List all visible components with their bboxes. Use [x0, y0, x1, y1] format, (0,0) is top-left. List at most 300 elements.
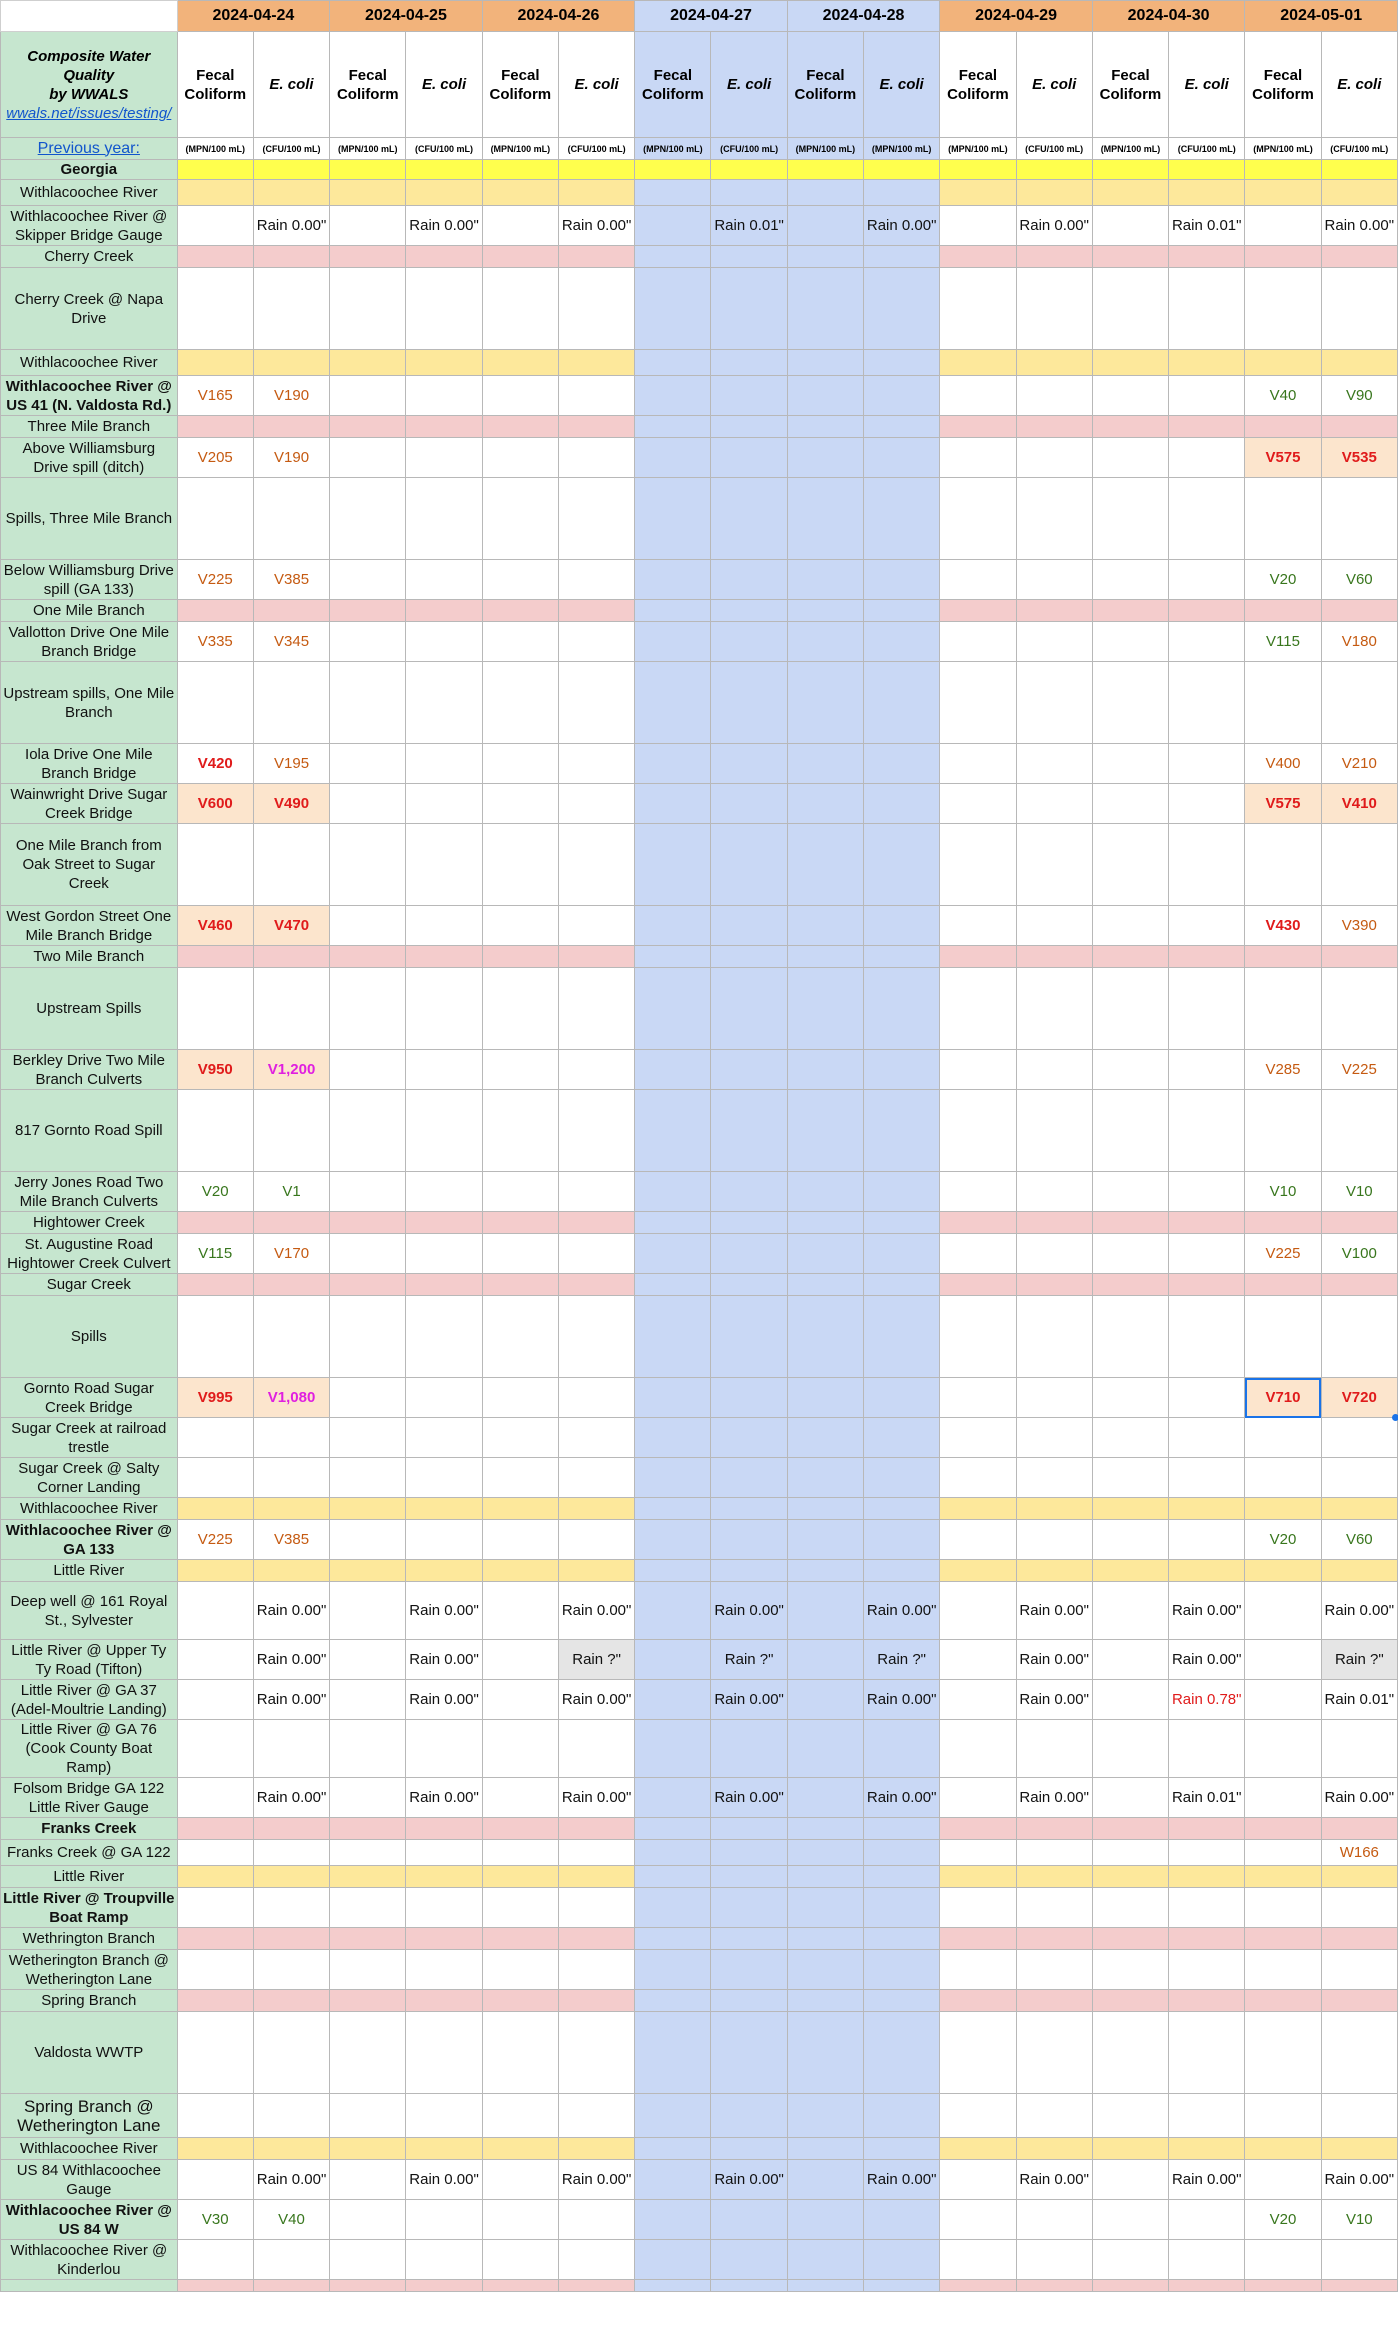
ecoli-value-cell[interactable]: [406, 1928, 482, 1950]
fecal-unit-cell[interactable]: (MPN/100 mL): [635, 138, 711, 160]
ecoli-value-cell[interactable]: [558, 1778, 634, 1818]
site-label-cell[interactable]: Withlacoochee River @ Skipper Bridge Gauge: [1, 206, 178, 246]
ecoli-value-cell[interactable]: [1016, 2094, 1092, 2138]
fecal-value-cell[interactable]: [1245, 2012, 1321, 2094]
fecal-value-cell[interactable]: [787, 824, 863, 906]
fecal-value-cell[interactable]: [177, 662, 253, 744]
fecal-value-cell[interactable]: [1245, 246, 1321, 268]
ecoli-value-cell[interactable]: [253, 1234, 329, 1274]
ecoli-value-cell[interactable]: [406, 350, 482, 376]
ecoli-value-cell[interactable]: [406, 1680, 482, 1720]
ecoli-value-cell[interactable]: [864, 662, 940, 744]
ecoli-value-cell[interactable]: [864, 1234, 940, 1274]
ecoli-value-cell[interactable]: [1016, 1640, 1092, 1680]
fecal-value-cell[interactable]: [635, 1234, 711, 1274]
ecoli-value-cell[interactable]: [864, 1274, 940, 1296]
fecal-value-cell[interactable]: [787, 1050, 863, 1090]
fecal-value-cell[interactable]: [1092, 2094, 1168, 2138]
ecoli-value-cell[interactable]: [1169, 1950, 1245, 1990]
ecoli-value-cell[interactable]: [1016, 622, 1092, 662]
site-label-cell[interactable]: Above Williamsburg Drive spill (ditch): [1, 438, 178, 478]
ecoli-value-cell[interactable]: [253, 1928, 329, 1950]
ecoli-value-cell[interactable]: [1016, 1720, 1092, 1778]
ecoli-header[interactable]: E. coli: [558, 32, 634, 138]
fecal-value-cell[interactable]: [635, 968, 711, 1050]
ecoli-value-cell[interactable]: [1169, 1680, 1245, 1720]
ecoli-value-cell[interactable]: [253, 2280, 329, 2292]
fecal-value-cell[interactable]: [177, 1274, 253, 1296]
ecoli-value-cell[interactable]: [1016, 968, 1092, 1050]
site-label-cell[interactable]: Spills: [1, 1296, 178, 1378]
site-label-cell[interactable]: Little River @ Troupville Boat Ramp: [1, 1888, 178, 1928]
ecoli-value-cell[interactable]: [1321, 1172, 1397, 1212]
ecoli-value-cell[interactable]: [1169, 2012, 1245, 2094]
fecal-value-cell[interactable]: [635, 622, 711, 662]
site-label-cell[interactable]: Two Mile Branch: [1, 946, 178, 968]
ecoli-value-cell[interactable]: [1169, 906, 1245, 946]
ecoli-value-cell[interactable]: [1321, 180, 1397, 206]
ecoli-value-cell[interactable]: [711, 416, 787, 438]
ecoli-value-cell[interactable]: [253, 1458, 329, 1498]
ecoli-value-cell[interactable]: [711, 1090, 787, 1172]
ecoli-value-cell[interactable]: [1016, 1560, 1092, 1582]
ecoli-value-cell[interactable]: [864, 268, 940, 350]
ecoli-value-cell[interactable]: [1169, 600, 1245, 622]
fecal-value-cell[interactable]: [940, 1050, 1016, 1090]
fecal-value-cell[interactable]: [1245, 1458, 1321, 1498]
fecal-value-cell[interactable]: [787, 2200, 863, 2240]
fecal-value-cell[interactable]: [177, 2200, 253, 2240]
ecoli-value-cell[interactable]: [406, 2240, 482, 2280]
ecoli-value-cell[interactable]: [253, 1520, 329, 1560]
ecoli-value-cell[interactable]: [1169, 968, 1245, 1050]
ecoli-value-cell[interactable]: [1016, 376, 1092, 416]
fecal-value-cell[interactable]: [177, 206, 253, 246]
fecal-value-cell[interactable]: [1245, 416, 1321, 438]
fecal-value-cell[interactable]: [1245, 1990, 1321, 2012]
fecal-value-cell[interactable]: [1245, 622, 1321, 662]
fecal-value-cell[interactable]: [787, 1296, 863, 1378]
fecal-value-cell[interactable]: [330, 784, 406, 824]
fecal-value-cell[interactable]: [787, 1866, 863, 1888]
ecoli-value-cell[interactable]: [711, 946, 787, 968]
ecoli-value-cell[interactable]: [253, 1582, 329, 1640]
ecoli-value-cell[interactable]: [1016, 1888, 1092, 1928]
fecal-value-cell[interactable]: [330, 1418, 406, 1458]
fecal-value-cell[interactable]: [635, 784, 711, 824]
ecoli-value-cell[interactable]: [253, 1050, 329, 1090]
fecal-value-cell[interactable]: [482, 906, 558, 946]
fecal-value-cell[interactable]: [330, 662, 406, 744]
fecal-value-cell[interactable]: [1092, 1234, 1168, 1274]
fecal-value-cell[interactable]: [330, 2200, 406, 2240]
site-label-cell[interactable]: Berkley Drive Two Mile Branch Culverts: [1, 1050, 178, 1090]
ecoli-value-cell[interactable]: [406, 1818, 482, 1840]
ecoli-value-cell[interactable]: [864, 1296, 940, 1378]
site-label-cell[interactable]: Franks Creek: [1, 1818, 178, 1840]
ecoli-value-cell[interactable]: [1016, 1418, 1092, 1458]
site-label-cell[interactable]: Cherry Creek: [1, 246, 178, 268]
fecal-value-cell[interactable]: [940, 2280, 1016, 2292]
fecal-value-cell[interactable]: [330, 2280, 406, 2292]
fecal-value-cell[interactable]: [940, 622, 1016, 662]
fecal-value-cell[interactable]: [1092, 268, 1168, 350]
fecal-value-cell[interactable]: [482, 968, 558, 1050]
ecoli-value-cell[interactable]: [1016, 2240, 1092, 2280]
fecal-value-cell[interactable]: [1092, 622, 1168, 662]
fecal-value-cell[interactable]: [787, 1990, 863, 2012]
ecoli-value-cell[interactable]: [864, 2094, 940, 2138]
ecoli-value-cell[interactable]: [1169, 1818, 1245, 1840]
fecal-value-cell[interactable]: [940, 1778, 1016, 1818]
fecal-value-cell[interactable]: [482, 1720, 558, 1778]
fecal-value-cell[interactable]: [940, 1418, 1016, 1458]
date-header[interactable]: 2024-04-25: [330, 1, 483, 32]
fecal-value-cell[interactable]: [635, 1050, 711, 1090]
ecoli-value-cell[interactable]: [711, 1274, 787, 1296]
ecoli-value-cell[interactable]: [558, 784, 634, 824]
ecoli-value-cell[interactable]: [558, 1560, 634, 1582]
ecoli-value-cell[interactable]: [1016, 1950, 1092, 1990]
fecal-value-cell[interactable]: [177, 1560, 253, 1582]
fecal-value-cell[interactable]: [940, 2160, 1016, 2200]
fecal-value-cell[interactable]: [330, 246, 406, 268]
ecoli-value-cell[interactable]: [711, 1418, 787, 1458]
ecoli-value-cell[interactable]: [711, 784, 787, 824]
fecal-value-cell[interactable]: [1245, 2200, 1321, 2240]
ecoli-value-cell[interactable]: [1169, 1172, 1245, 1212]
selection-fill-handle[interactable]: [1392, 1414, 1398, 1421]
ecoli-value-cell[interactable]: [864, 560, 940, 600]
ecoli-value-cell[interactable]: [1016, 1680, 1092, 1720]
ecoli-value-cell[interactable]: [253, 268, 329, 350]
ecoli-header[interactable]: E. coli: [711, 32, 787, 138]
ecoli-value-cell[interactable]: [1169, 180, 1245, 206]
fecal-value-cell[interactable]: [330, 376, 406, 416]
fecal-value-cell[interactable]: [1245, 2160, 1321, 2200]
fecal-value-cell[interactable]: [635, 600, 711, 622]
ecoli-value-cell[interactable]: [864, 1458, 940, 1498]
ecoli-value-cell[interactable]: [1016, 160, 1092, 180]
fecal-value-cell[interactable]: [787, 946, 863, 968]
ecoli-value-cell[interactable]: [1169, 662, 1245, 744]
fecal-value-cell[interactable]: [635, 744, 711, 784]
ecoli-value-cell[interactable]: [1321, 1888, 1397, 1928]
fecal-unit-cell[interactable]: (MPN/100 mL): [1092, 138, 1168, 160]
fecal-value-cell[interactable]: [482, 1640, 558, 1680]
fecal-value-cell[interactable]: [635, 438, 711, 478]
ecoli-value-cell[interactable]: [1321, 160, 1397, 180]
ecoli-value-cell[interactable]: [1321, 1582, 1397, 1640]
ecoli-value-cell[interactable]: [253, 1888, 329, 1928]
ecoli-value-cell[interactable]: [253, 968, 329, 1050]
fecal-value-cell[interactable]: [635, 1888, 711, 1928]
ecoli-value-cell[interactable]: [1169, 1520, 1245, 1560]
fecal-value-cell[interactable]: [482, 180, 558, 206]
ecoli-value-cell[interactable]: [1321, 1090, 1397, 1172]
fecal-value-cell[interactable]: [787, 2094, 863, 2138]
ecoli-value-cell[interactable]: [864, 906, 940, 946]
ecoli-value-cell[interactable]: [1321, 246, 1397, 268]
fecal-value-cell[interactable]: [177, 1234, 253, 1274]
ecoli-value-cell[interactable]: [558, 1498, 634, 1520]
ecoli-value-cell[interactable]: [253, 1378, 329, 1418]
ecoli-value-cell[interactable]: [406, 206, 482, 246]
ecoli-value-cell[interactable]: [1016, 478, 1092, 560]
fecal-value-cell[interactable]: [330, 180, 406, 206]
fecal-value-cell[interactable]: [1245, 2094, 1321, 2138]
fecal-value-cell[interactable]: [787, 1640, 863, 1680]
ecoli-value-cell[interactable]: [1321, 1296, 1397, 1378]
ecoli-value-cell[interactable]: [864, 1840, 940, 1866]
fecal-value-cell[interactable]: [1092, 1418, 1168, 1458]
ecoli-value-cell[interactable]: [406, 268, 482, 350]
fecal-value-cell[interactable]: [940, 2200, 1016, 2240]
fecal-value-cell[interactable]: [1092, 946, 1168, 968]
ecoli-value-cell[interactable]: [1169, 1888, 1245, 1928]
fecal-value-cell[interactable]: [330, 1888, 406, 1928]
ecoli-value-cell[interactable]: [558, 1582, 634, 1640]
ecoli-value-cell[interactable]: [711, 2094, 787, 2138]
ecoli-value-cell[interactable]: [864, 1050, 940, 1090]
ecoli-value-cell[interactable]: [406, 438, 482, 478]
fecal-value-cell[interactable]: [787, 206, 863, 246]
fecal-value-cell[interactable]: [330, 1234, 406, 1274]
fecal-value-cell[interactable]: [1092, 2160, 1168, 2200]
fecal-value-cell[interactable]: [635, 350, 711, 376]
ecoli-value-cell[interactable]: [406, 1720, 482, 1778]
fecal-value-cell[interactable]: [940, 600, 1016, 622]
fecal-value-cell[interactable]: [1245, 1720, 1321, 1778]
ecoli-value-cell[interactable]: [864, 2240, 940, 2280]
fecal-value-cell[interactable]: [177, 1818, 253, 1840]
ecoli-value-cell[interactable]: [406, 968, 482, 1050]
fecal-value-cell[interactable]: [1092, 1274, 1168, 1296]
fecal-value-cell[interactable]: [482, 662, 558, 744]
fecal-value-cell[interactable]: [940, 1680, 1016, 1720]
ecoli-value-cell[interactable]: [406, 180, 482, 206]
site-label-cell[interactable]: Below Williamsburg Drive spill (GA 133): [1, 560, 178, 600]
fecal-value-cell[interactable]: [787, 2138, 863, 2160]
fecal-unit-cell[interactable]: (MPN/100 mL): [940, 138, 1016, 160]
ecoli-value-cell[interactable]: [711, 2160, 787, 2200]
ecoli-value-cell[interactable]: [864, 2200, 940, 2240]
fecal-value-cell[interactable]: [1092, 1840, 1168, 1866]
ecoli-unit-cell[interactable]: (CFU/100 mL): [711, 138, 787, 160]
fecal-value-cell[interactable]: [1092, 1172, 1168, 1212]
fecal-value-cell[interactable]: [1092, 160, 1168, 180]
site-label-cell[interactable]: Withlacoochee River: [1, 2138, 178, 2160]
ecoli-value-cell[interactable]: [1169, 416, 1245, 438]
fecal-value-cell[interactable]: [1092, 600, 1168, 622]
fecal-value-cell[interactable]: [1092, 206, 1168, 246]
ecoli-value-cell[interactable]: [1169, 160, 1245, 180]
ecoli-value-cell[interactable]: [558, 1090, 634, 1172]
ecoli-value-cell[interactable]: [406, 784, 482, 824]
fecal-value-cell[interactable]: [1245, 1498, 1321, 1520]
fecal-value-cell[interactable]: [482, 824, 558, 906]
ecoli-header[interactable]: E. coli: [1016, 32, 1092, 138]
ecoli-value-cell[interactable]: [558, 1888, 634, 1928]
fecal-value-cell[interactable]: [1245, 1274, 1321, 1296]
fecal-value-cell[interactable]: [482, 1582, 558, 1640]
ecoli-value-cell[interactable]: [1169, 1990, 1245, 2012]
ecoli-value-cell[interactable]: [1321, 946, 1397, 968]
ecoli-value-cell[interactable]: [864, 1950, 940, 1990]
ecoli-value-cell[interactable]: [1169, 1928, 1245, 1950]
fecal-value-cell[interactable]: [177, 560, 253, 600]
fecal-value-cell[interactable]: [1092, 1520, 1168, 1560]
ecoli-value-cell[interactable]: [1321, 662, 1397, 744]
ecoli-value-cell[interactable]: [864, 160, 940, 180]
site-label-cell[interactable]: Wethrington Branch: [1, 1928, 178, 1950]
ecoli-value-cell[interactable]: [406, 2012, 482, 2094]
fecal-value-cell[interactable]: [635, 1990, 711, 2012]
fecal-value-cell[interactable]: [635, 662, 711, 744]
fecal-value-cell[interactable]: [940, 180, 1016, 206]
ecoli-unit-cell[interactable]: (CFU/100 mL): [1321, 138, 1397, 160]
ecoli-value-cell[interactable]: [711, 744, 787, 784]
ecoli-value-cell[interactable]: [253, 622, 329, 662]
fecal-value-cell[interactable]: [177, 2160, 253, 2200]
ecoli-value-cell[interactable]: [253, 1778, 329, 1818]
ecoli-value-cell[interactable]: [406, 1090, 482, 1172]
fecal-value-cell[interactable]: [177, 1950, 253, 1990]
fecal-value-cell[interactable]: [940, 946, 1016, 968]
fecal-value-cell[interactable]: [787, 1950, 863, 1990]
ecoli-value-cell[interactable]: [864, 1418, 940, 1458]
ecoli-value-cell[interactable]: [711, 906, 787, 946]
ecoli-value-cell[interactable]: [558, 1274, 634, 1296]
fecal-value-cell[interactable]: [177, 1840, 253, 1866]
date-header[interactable]: 2024-05-01: [1245, 1, 1398, 32]
site-label-cell[interactable]: Little River: [1, 1866, 178, 1888]
fecal-value-cell[interactable]: [787, 160, 863, 180]
fecal-value-cell[interactable]: [177, 246, 253, 268]
fecal-value-cell[interactable]: [635, 1680, 711, 1720]
ecoli-value-cell[interactable]: [558, 1680, 634, 1720]
ecoli-value-cell[interactable]: [253, 2160, 329, 2200]
ecoli-value-cell[interactable]: [253, 1680, 329, 1720]
ecoli-value-cell[interactable]: [558, 1458, 634, 1498]
fecal-value-cell[interactable]: [1245, 438, 1321, 478]
fecal-value-cell[interactable]: [482, 160, 558, 180]
fecal-value-cell[interactable]: [330, 1050, 406, 1090]
fecal-value-cell[interactable]: [330, 2094, 406, 2138]
fecal-value-cell[interactable]: [1245, 824, 1321, 906]
ecoli-value-cell[interactable]: [1169, 206, 1245, 246]
ecoli-value-cell[interactable]: [558, 1212, 634, 1234]
ecoli-value-cell[interactable]: [406, 1640, 482, 1680]
ecoli-value-cell[interactable]: [864, 1928, 940, 1950]
fecal-value-cell[interactable]: [940, 906, 1016, 946]
fecal-value-cell[interactable]: [330, 1458, 406, 1498]
ecoli-value-cell[interactable]: [711, 1720, 787, 1778]
ecoli-header[interactable]: E. coli: [406, 32, 482, 138]
fecal-value-cell[interactable]: [330, 1866, 406, 1888]
fecal-value-cell[interactable]: [330, 968, 406, 1050]
fecal-value-cell[interactable]: [787, 1928, 863, 1950]
fecal-value-cell[interactable]: [940, 160, 1016, 180]
fecal-value-cell[interactable]: [787, 2280, 863, 2292]
ecoli-value-cell[interactable]: [406, 1458, 482, 1498]
ecoli-value-cell[interactable]: [711, 246, 787, 268]
ecoli-value-cell[interactable]: [864, 1212, 940, 1234]
ecoli-value-cell[interactable]: [864, 1888, 940, 1928]
fecal-value-cell[interactable]: [330, 1296, 406, 1378]
ecoli-value-cell[interactable]: [1321, 1498, 1397, 1520]
ecoli-value-cell[interactable]: [1016, 2012, 1092, 2094]
ecoli-value-cell[interactable]: [1321, 784, 1397, 824]
ecoli-value-cell[interactable]: [864, 376, 940, 416]
ecoli-value-cell[interactable]: [1321, 1640, 1397, 1680]
ecoli-value-cell[interactable]: [1321, 1840, 1397, 1866]
fecal-value-cell[interactable]: [482, 438, 558, 478]
fecal-value-cell[interactable]: [1245, 1050, 1321, 1090]
ecoli-value-cell[interactable]: [711, 1212, 787, 1234]
fecal-value-cell[interactable]: [1092, 376, 1168, 416]
ecoli-value-cell[interactable]: [1016, 1990, 1092, 2012]
ecoli-value-cell[interactable]: [711, 1778, 787, 1818]
fecal-coliform-header[interactable]: Fecal Coliform: [482, 32, 558, 138]
fecal-value-cell[interactable]: [635, 268, 711, 350]
ecoli-value-cell[interactable]: [1016, 1212, 1092, 1234]
ecoli-value-cell[interactable]: [864, 824, 940, 906]
ecoli-value-cell[interactable]: [1321, 1520, 1397, 1560]
ecoli-value-cell[interactable]: [1169, 1720, 1245, 1778]
fecal-value-cell[interactable]: [1245, 1818, 1321, 1840]
fecal-value-cell[interactable]: [177, 1720, 253, 1778]
fecal-value-cell[interactable]: [177, 622, 253, 662]
fecal-value-cell[interactable]: [940, 560, 1016, 600]
ecoli-value-cell[interactable]: [1169, 2240, 1245, 2280]
fecal-value-cell[interactable]: [635, 560, 711, 600]
fecal-value-cell[interactable]: [330, 1582, 406, 1640]
fecal-value-cell[interactable]: [330, 1990, 406, 2012]
ecoli-value-cell[interactable]: [1321, 2138, 1397, 2160]
ecoli-value-cell[interactable]: [864, 180, 940, 206]
fecal-value-cell[interactable]: [787, 1720, 863, 1778]
fecal-value-cell[interactable]: [635, 180, 711, 206]
fecal-value-cell[interactable]: [787, 438, 863, 478]
ecoli-value-cell[interactable]: [253, 1866, 329, 1888]
fecal-value-cell[interactable]: [787, 560, 863, 600]
fecal-value-cell[interactable]: [482, 268, 558, 350]
ecoli-value-cell[interactable]: [711, 662, 787, 744]
fecal-value-cell[interactable]: [635, 1778, 711, 1818]
fecal-value-cell[interactable]: [940, 416, 1016, 438]
ecoli-value-cell[interactable]: [1169, 1582, 1245, 1640]
ecoli-value-cell[interactable]: [1016, 1090, 1092, 1172]
fecal-value-cell[interactable]: [635, 416, 711, 438]
site-label-cell[interactable]: Gornto Road Sugar Creek Bridge: [1, 1378, 178, 1418]
fecal-value-cell[interactable]: [177, 1212, 253, 1234]
ecoli-value-cell[interactable]: [1321, 2094, 1397, 2138]
fecal-value-cell[interactable]: [1092, 1990, 1168, 2012]
ecoli-value-cell[interactable]: [558, 560, 634, 600]
ecoli-value-cell[interactable]: [253, 1090, 329, 1172]
ecoli-value-cell[interactable]: [711, 1582, 787, 1640]
ecoli-value-cell[interactable]: [406, 2138, 482, 2160]
fecal-value-cell[interactable]: [1092, 1680, 1168, 1720]
fecal-value-cell[interactable]: [177, 1050, 253, 1090]
ecoli-value-cell[interactable]: [406, 2280, 482, 2292]
site-label-cell[interactable]: Upstream Spills: [1, 968, 178, 1050]
ecoli-value-cell[interactable]: [406, 416, 482, 438]
fecal-value-cell[interactable]: [635, 1640, 711, 1680]
fecal-value-cell[interactable]: [177, 416, 253, 438]
fecal-value-cell[interactable]: [940, 1928, 1016, 1950]
